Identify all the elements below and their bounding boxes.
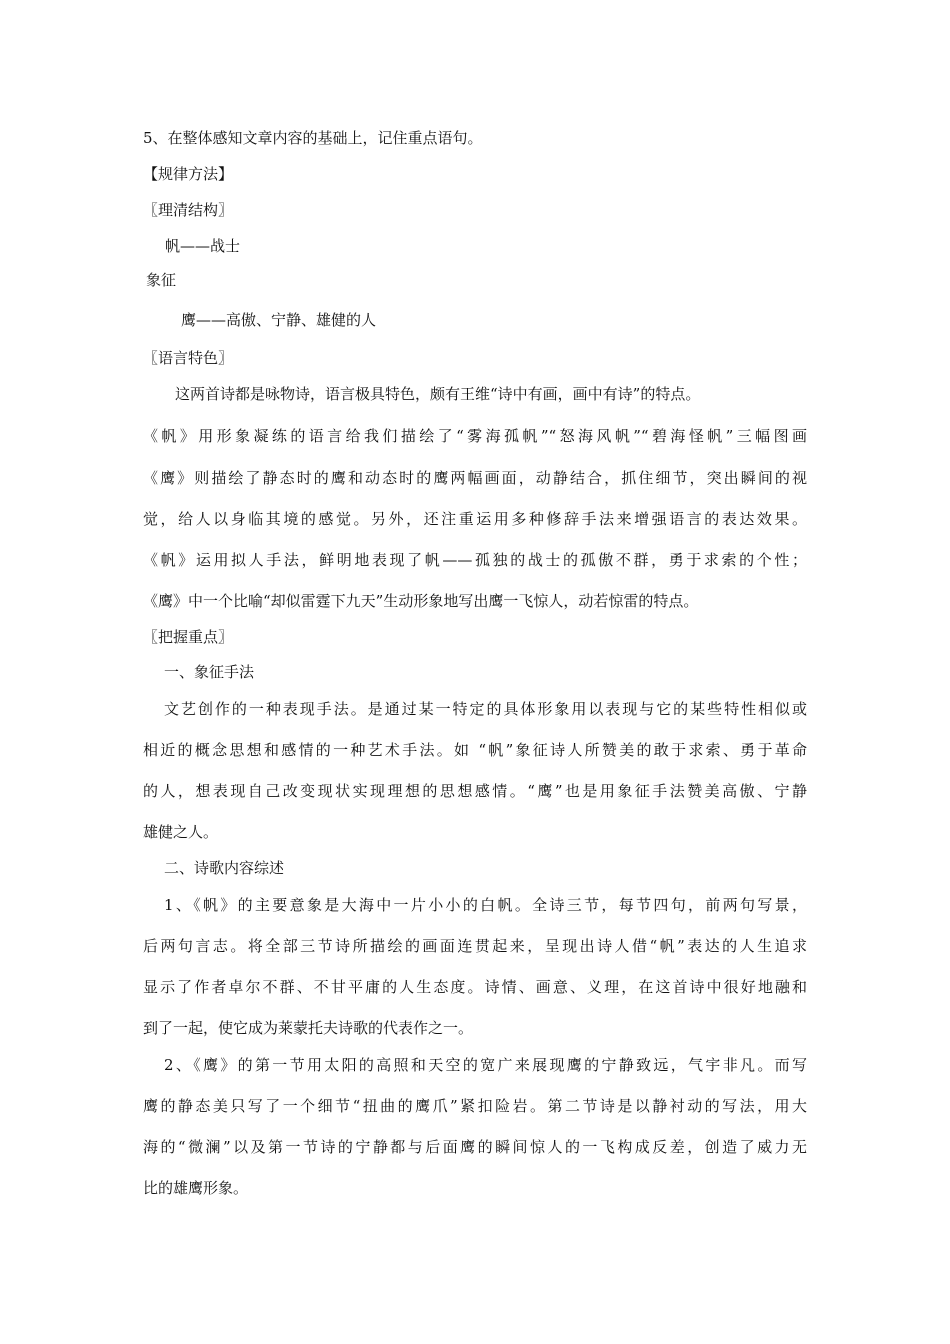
symbol-section-line: 雄健之人。 bbox=[143, 823, 219, 841]
summary-para2-line: 鹰的静态美只写了一个细节“扭曲的鹰爪”紧扣险岩。第二节诗是以静衬动的写法，用大 bbox=[143, 1097, 807, 1115]
language-heading: 〖语言特色〗 bbox=[143, 349, 234, 367]
structure-eagle: 鹰——高傲、宁静、雄健的人 bbox=[181, 311, 377, 329]
structure-fan: 帆——战士 bbox=[165, 237, 241, 255]
language-line: 《鹰》则描绘了静态时的鹰和动态时的鹰两幅画面，动静结合，抓住细节，突出瞬间的视 bbox=[143, 469, 807, 487]
symbol-section-heading: 一、象征手法 bbox=[164, 663, 255, 681]
language-line: 这两首诗都是咏物诗，语言极具特色，颇有王维“诗中有画，画中有诗”的特点。 bbox=[175, 385, 701, 403]
summary-section-heading: 二、诗歌内容综述 bbox=[164, 859, 285, 877]
structure-heading: 〖理清结构〗 bbox=[143, 201, 234, 219]
symbol-section-line: 相近的概念思想和感情的一种艺术手法。如 “帆”象征诗人所赞美的敢于求索、勇于革命 bbox=[143, 741, 807, 759]
key-heading: 〖把握重点〗 bbox=[143, 628, 234, 646]
summary-para1-line: 到了一起，使它成为莱蒙托夫诗歌的代表作之一。 bbox=[143, 1019, 474, 1037]
summary-para2-line: 比的雄鹰形象。 bbox=[143, 1179, 249, 1197]
structure-symbol: 象征 bbox=[146, 271, 177, 289]
item-5-text: 5、在整体感知文章内容的基础上，记住重点语句。 bbox=[143, 129, 483, 147]
summary-para1-line: 显示了作者卓尔不群、不甘平庸的人生态度。诗情、画意、义理，在这首诗中很好地融和 bbox=[143, 978, 807, 996]
language-line: 觉，给人以身临其境的感觉。另外，还注重运用多种修辞手法来增强语言的表达效果。 bbox=[143, 510, 807, 528]
language-line: 《帆》运用拟人手法，鲜明地表现了帆——孤独的战士的孤傲不群，勇于求索的个性； bbox=[143, 551, 807, 569]
summary-para1-line: 1、《帆》的主要意象是大海中一片小小的白帆。全诗三节，每节四句，前两句写景， bbox=[164, 896, 807, 914]
symbol-section-line: 文艺创作的一种表现手法。是通过某一特定的具体形象用以表现与它的某些特性相似或 bbox=[164, 700, 807, 718]
summary-para1-line: 后两句言志。将全部三节诗所描绘的画面连贯起来，呈现出诗人借“帆”表达的人生追求 bbox=[143, 937, 807, 955]
summary-para2-line: 海的“微澜”以及第一节诗的宁静都与后面鹰的瞬间惊人的一飞构成反差，创造了威力无 bbox=[143, 1138, 807, 1156]
summary-para2-line: 2、《鹰》的第一节用太阳的高照和天空的宽广来展现鹰的宁静致远，气宇非凡。而写 bbox=[164, 1056, 807, 1074]
language-line: 《鹰》中一个比喻“却似雷霆下九天”生动形象地写出鹰一飞惊人，动若惊雷的特点。 bbox=[143, 592, 699, 610]
language-line: 《帆》用形象凝练的语言给我们描绘了“雾海孤帆”“怒海风帆”“碧海怪帆”三幅图画 bbox=[143, 427, 807, 445]
symbol-section-line: 的人，想表现自己改变现状实现理想的思想感情。“鹰”也是用象征手法赞美高傲、宁静 bbox=[143, 782, 807, 800]
method-heading: 【规律方法】 bbox=[143, 165, 234, 183]
